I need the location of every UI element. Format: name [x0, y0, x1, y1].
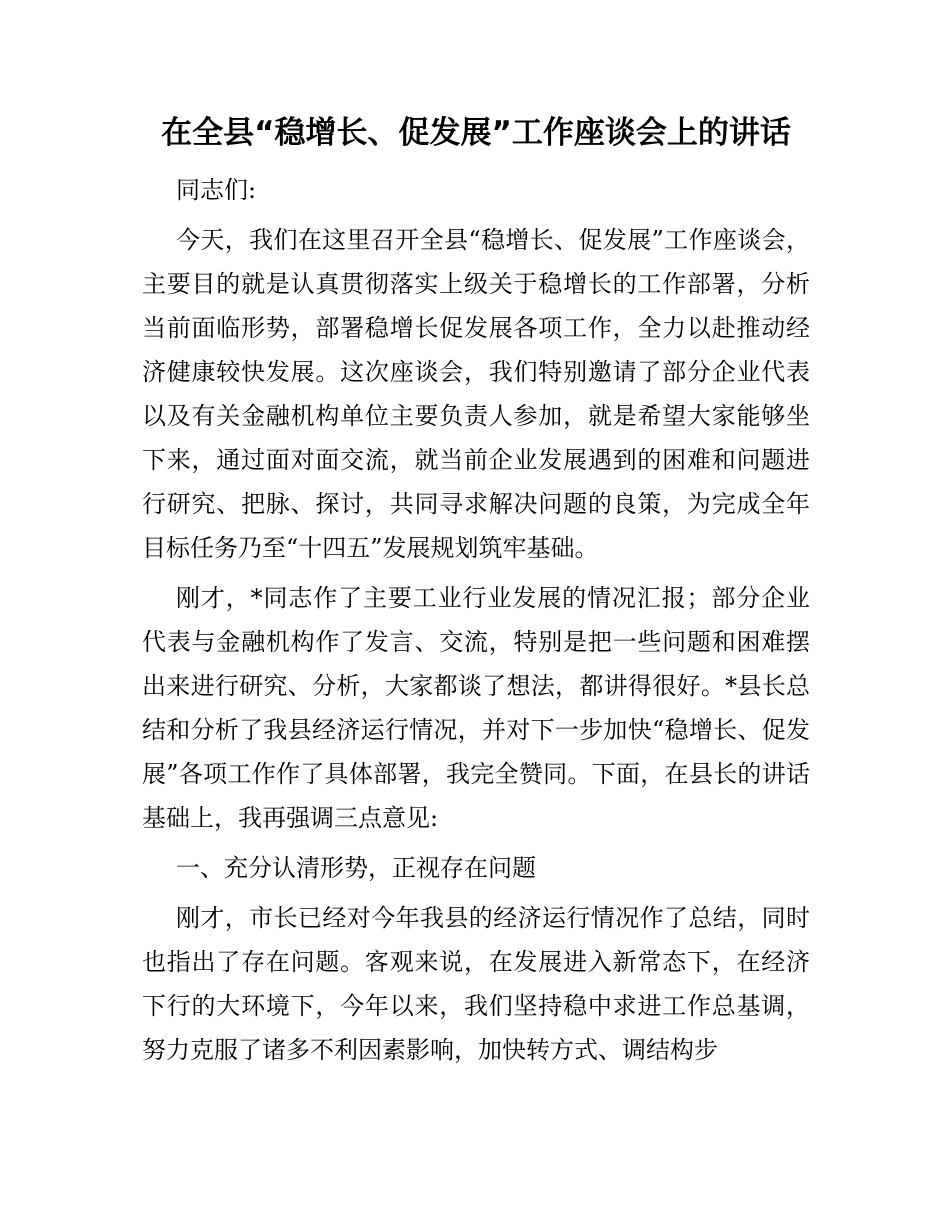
section-paragraph: 刚才，市长已经对今年我县的经济运行情况作了总结，同时也指出了存在问题。客观来说，在发展进入新常态下，在经济下行的大环境下，今年以来，我们坚持稳中求进工作总基调，努力克服了诸多不利因素影响，加快转方式、调结构步 — [142, 904, 810, 1064]
section-heading: 一、充分认清形势，正视存在问题 — [176, 854, 536, 882]
document-page — [142, 110, 810, 1078]
document-title: 在全县“稳增长、促发展”工作座谈会上的讲话 — [161, 115, 791, 151]
paragraph-summary: 刚才，*同志作了主要工业行业发展的情况汇报；部分企业代表与金融机构作了发言、交流，特别是把一些问题和困难摆出来进行研究、分析，大家都谈了想法，都讲得很好。*县长总结和分析了我县经济运行情况，并对下一步加快“稳增长、促发展”各项工作作了具体部署，我完全赞同。下面，在县长的讲话基础上，我再强调三点意见: — [142, 584, 810, 832]
paragraph-intro: 今天，我们在这里召开全县“稳增长、促发展”工作座谈会，主要目的就是认真贯彻落实上级关于稳增长的工作部署，分析当前面临形势，部署稳增长促发展各项工作，全力以赴推动经济健康较快发展。这次座谈会，我们特别邀请了部分企业代表以及有关金融机构单位主要负责人参加，就是希望大家能够坐下来，通过面对面交流，就当前企业发展遇到的困难和问题进行研究、把脉、探讨，共同寻求解决问题的良策，为完成全年目标任务乃至“十四五”发展规划筑牢基础。 — [142, 226, 810, 562]
salutation: 同志们: — [176, 176, 257, 204]
